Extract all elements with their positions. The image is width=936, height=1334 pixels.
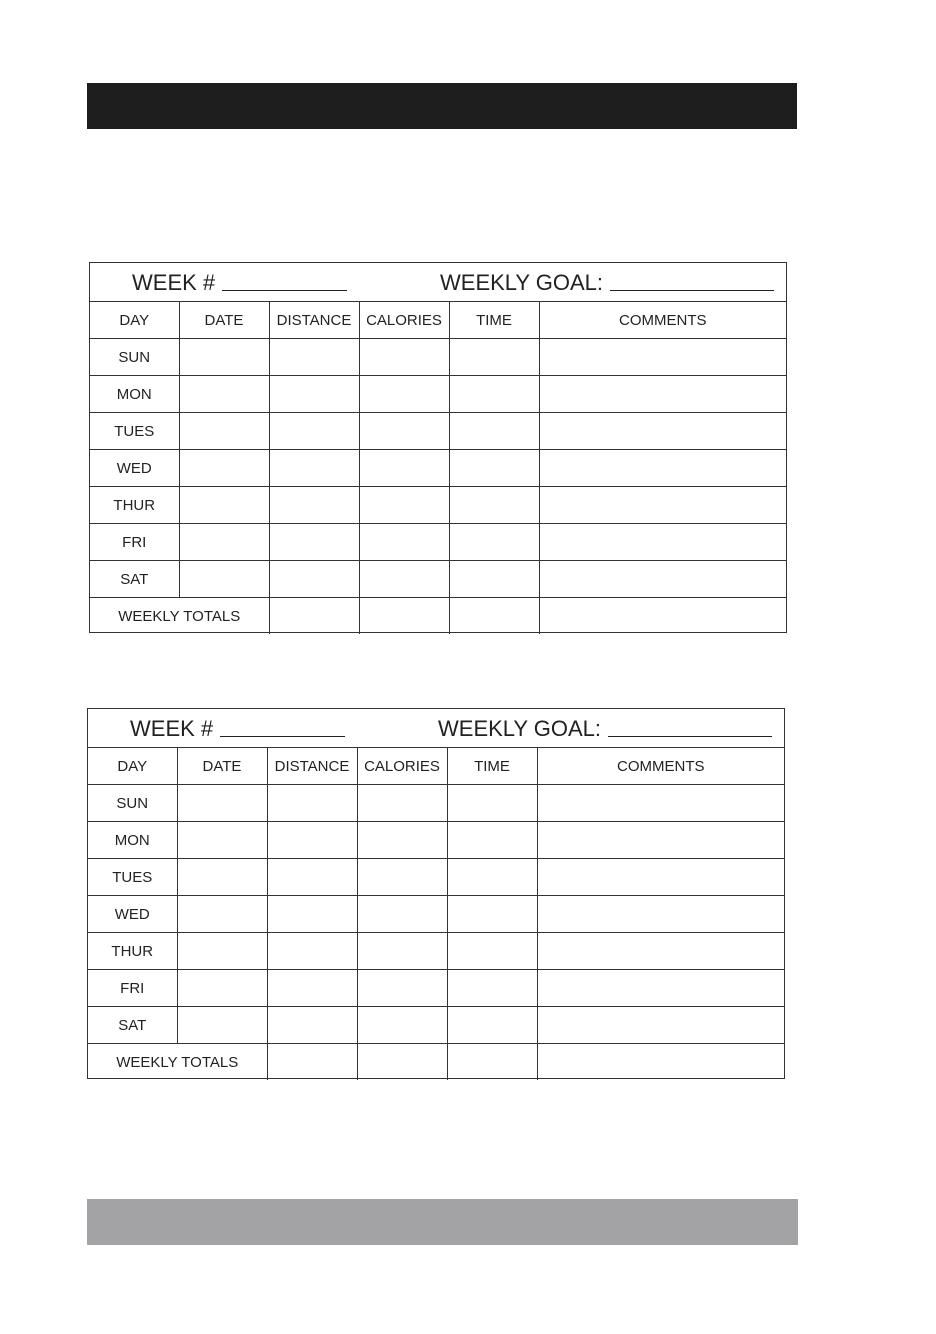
distance-cell[interactable] — [267, 822, 357, 859]
column-header-time: TIME — [447, 748, 537, 785]
comments-cell[interactable] — [539, 339, 786, 376]
date-cell[interactable] — [179, 524, 269, 561]
date-cell[interactable] — [179, 450, 269, 487]
column-header-calories: CALORIES — [359, 302, 449, 339]
day-label: FRI — [88, 970, 177, 1007]
weekly-totals-row — [88, 1044, 784, 1081]
time-cell[interactable] — [449, 339, 539, 376]
column-header-calories: CALORIES — [357, 748, 447, 785]
calories-cell[interactable] — [359, 376, 449, 413]
week-number-line — [220, 736, 345, 737]
day-label: FRI — [90, 524, 179, 561]
date-cell[interactable] — [179, 487, 269, 524]
calories-cell[interactable] — [359, 450, 449, 487]
table-row — [90, 487, 786, 524]
column-header-day: DAY — [90, 302, 179, 339]
table-row — [88, 1007, 784, 1044]
time-cell[interactable] — [449, 376, 539, 413]
distance-cell[interactable] — [267, 1007, 357, 1044]
date-cell[interactable] — [177, 933, 267, 970]
total-calories-cell[interactable] — [359, 598, 449, 635]
total-comments-cell[interactable] — [537, 1044, 784, 1081]
log-table — [90, 302, 786, 634]
column-header-day: DAY — [88, 748, 177, 785]
table-row — [90, 376, 786, 413]
comments-cell[interactable] — [537, 859, 784, 896]
total-comments-cell[interactable] — [539, 598, 786, 635]
time-cell[interactable] — [449, 450, 539, 487]
day-label: WED — [88, 896, 177, 933]
date-cell[interactable] — [177, 1007, 267, 1044]
comments-cell[interactable] — [539, 450, 786, 487]
day-label: SAT — [90, 561, 179, 598]
distance-cell[interactable] — [269, 339, 359, 376]
time-cell[interactable] — [449, 524, 539, 561]
distance-cell[interactable] — [267, 896, 357, 933]
day-label: SAT — [88, 1007, 177, 1044]
distance-cell[interactable] — [269, 413, 359, 450]
day-label: MON — [90, 376, 179, 413]
table-row — [88, 970, 784, 1007]
comments-cell[interactable] — [537, 970, 784, 1007]
weekly-goal-line — [608, 736, 772, 737]
day-label: TUES — [88, 859, 177, 896]
calories-cell[interactable] — [357, 822, 447, 859]
total-distance-cell[interactable] — [269, 598, 359, 635]
week-number-label: WEEK # — [132, 270, 216, 295]
comments-cell[interactable] — [539, 413, 786, 450]
comments-cell[interactable] — [537, 896, 784, 933]
day-label: TUES — [90, 413, 179, 450]
table-row — [88, 822, 784, 859]
calories-cell[interactable] — [359, 524, 449, 561]
distance-cell[interactable] — [267, 970, 357, 1007]
date-cell[interactable] — [177, 970, 267, 1007]
calories-cell[interactable] — [359, 413, 449, 450]
time-cell[interactable] — [447, 822, 537, 859]
time-cell[interactable] — [447, 896, 537, 933]
log-table — [88, 748, 784, 1080]
weekly-goal-field[interactable] — [440, 270, 774, 296]
calories-cell[interactable] — [357, 896, 447, 933]
calories-cell[interactable] — [359, 561, 449, 598]
weekly-totals-label: WEEKLY TOTALS — [88, 1044, 267, 1081]
day-label: THUR — [90, 487, 179, 524]
log-header — [88, 709, 784, 748]
distance-cell[interactable] — [267, 785, 357, 822]
column-header-distance: DISTANCE — [267, 748, 357, 785]
column-header-distance: DISTANCE — [269, 302, 359, 339]
time-cell[interactable] — [447, 859, 537, 896]
week-number-field[interactable] — [132, 270, 347, 296]
column-header-comments: COMMENTS — [537, 748, 784, 785]
top-header-bar — [87, 83, 797, 129]
date-cell[interactable] — [177, 896, 267, 933]
calories-cell[interactable] — [357, 859, 447, 896]
distance-cell[interactable] — [267, 933, 357, 970]
comments-cell[interactable] — [537, 1007, 784, 1044]
calories-cell[interactable] — [357, 970, 447, 1007]
distance-cell[interactable] — [267, 859, 357, 896]
time-cell[interactable] — [449, 561, 539, 598]
table-row — [90, 561, 786, 598]
time-cell[interactable] — [449, 413, 539, 450]
total-calories-cell[interactable] — [357, 1044, 447, 1081]
day-label: WED — [90, 450, 179, 487]
bottom-footer-bar — [87, 1199, 798, 1245]
weekly-goal-label: WEEKLY GOAL: — [438, 716, 602, 741]
day-label: SUN — [90, 339, 179, 376]
time-cell[interactable] — [447, 785, 537, 822]
column-header-comments: COMMENTS — [539, 302, 786, 339]
date-cell[interactable] — [177, 859, 267, 896]
comments-cell[interactable] — [537, 822, 784, 859]
date-cell[interactable] — [179, 561, 269, 598]
total-distance-cell[interactable] — [267, 1044, 357, 1081]
distance-cell[interactable] — [269, 376, 359, 413]
date-cell[interactable] — [177, 822, 267, 859]
comments-cell[interactable] — [537, 933, 784, 970]
table-header-row — [90, 302, 786, 339]
calories-cell[interactable] — [357, 785, 447, 822]
column-header-date: DATE — [177, 748, 267, 785]
date-cell[interactable] — [179, 339, 269, 376]
calories-cell[interactable] — [357, 933, 447, 970]
distance-cell[interactable] — [269, 561, 359, 598]
weekly-totals-label: WEEKLY TOTALS — [90, 598, 269, 635]
time-cell[interactable] — [447, 970, 537, 1007]
weekly-log-1 — [89, 262, 787, 633]
weekly-goal-label: WEEKLY GOAL: — [440, 270, 604, 295]
comments-cell[interactable] — [537, 785, 784, 822]
table-row — [90, 339, 786, 376]
column-header-time: TIME — [449, 302, 539, 339]
day-label: SUN — [88, 785, 177, 822]
table-row — [88, 896, 784, 933]
day-label: MON — [88, 822, 177, 859]
time-cell[interactable] — [447, 933, 537, 970]
calories-cell[interactable] — [359, 487, 449, 524]
table-row — [90, 413, 786, 450]
total-time-cell[interactable] — [449, 598, 539, 635]
total-time-cell[interactable] — [447, 1044, 537, 1081]
table-row — [88, 859, 784, 896]
week-number-label: WEEK # — [130, 716, 214, 741]
week-number-field[interactable] — [130, 716, 345, 742]
comments-cell[interactable] — [539, 376, 786, 413]
comments-cell[interactable] — [539, 561, 786, 598]
distance-cell[interactable] — [269, 487, 359, 524]
calories-cell[interactable] — [357, 1007, 447, 1044]
log-header — [90, 263, 786, 302]
weekly-log-2 — [87, 708, 785, 1079]
weekly-goal-line — [610, 290, 774, 291]
table-row — [88, 785, 784, 822]
table-row — [90, 450, 786, 487]
comments-cell[interactable] — [539, 524, 786, 561]
table-row — [90, 524, 786, 561]
calories-cell[interactable] — [359, 339, 449, 376]
distance-cell[interactable] — [269, 524, 359, 561]
time-cell[interactable] — [449, 487, 539, 524]
table-row — [88, 933, 784, 970]
date-cell[interactable] — [179, 413, 269, 450]
table-header-row — [88, 748, 784, 785]
distance-cell[interactable] — [269, 450, 359, 487]
day-label: THUR — [88, 933, 177, 970]
week-number-line — [222, 290, 347, 291]
comments-cell[interactable] — [539, 487, 786, 524]
date-cell[interactable] — [177, 785, 267, 822]
weekly-goal-field[interactable] — [438, 716, 772, 742]
time-cell[interactable] — [447, 1007, 537, 1044]
column-header-date: DATE — [179, 302, 269, 339]
weekly-totals-row — [90, 598, 786, 635]
date-cell[interactable] — [179, 376, 269, 413]
